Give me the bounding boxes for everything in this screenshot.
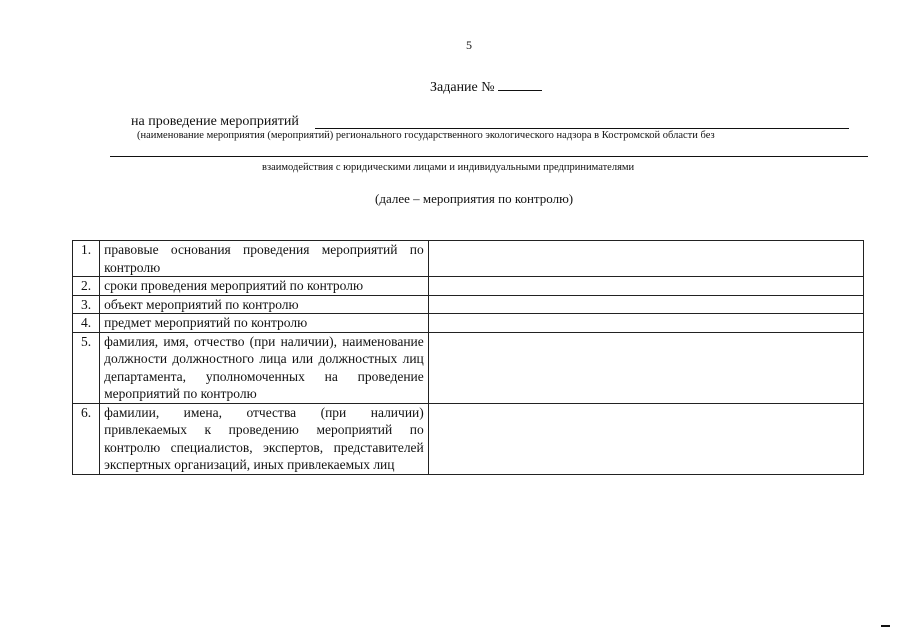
event-name-note-line-1: (наименование мероприятия (мероприятий) регионального государственного экологического надзора в Костромской области без [137,130,715,141]
row-value-field[interactable] [428,277,863,296]
row-label: фамилия, имя, отчество (при наличии), наименование должности должностного лица или должностных лиц департамента, уполномоченных на проведение мероприятий по контролю [100,332,429,403]
row-number: 4. [73,314,100,333]
table-row [73,295,864,314]
row-label: объект мероприятий по контролю [100,295,429,314]
events-line-label: на проведение мероприятий [131,114,299,129]
row-number: 2. [73,277,100,296]
table-row [73,403,864,474]
row-label: правовые основания проведения мероприятий по контролю [100,241,429,277]
task-number-blank [498,78,542,91]
hereafter-note: (далее – мероприятия по контролю) [375,191,574,206]
row-number: 3. [73,295,100,314]
row-label: сроки проведения мероприятий по контролю [100,277,429,296]
row-label: предмет мероприятий по контролю [100,314,429,333]
scan-margin-mark [881,625,890,627]
task-title [430,78,542,96]
fill-in-rule [110,156,868,157]
events-line [131,114,299,130]
row-value-field[interactable] [428,241,863,277]
row-value-field[interactable] [428,295,863,314]
row-number: 6. [73,403,100,474]
row-value-field[interactable] [428,403,863,474]
table-row [73,277,864,296]
row-number: 5. [73,332,100,403]
row-number: 1. [73,241,100,277]
page-number: 5 [466,38,472,52]
task-title-text: Задание № [430,80,495,95]
event-name-note-line-2: взаимодействия с юридическими лицами и индивидуальными предпринимателями [262,162,635,173]
row-value-field[interactable] [428,332,863,403]
row-label: фамилии, имена, отчества (при наличии) привлекаемых к проведению мероприятий по контролю специалистов, экспертов, представителей экспертных организаций, иных привлекаемых лиц [100,403,429,474]
task-parameters-table [72,240,864,475]
row-value-field[interactable] [428,314,863,333]
table-row [73,314,864,333]
events-fill-line [315,128,849,129]
table-row [73,241,864,277]
table-row [73,332,864,403]
